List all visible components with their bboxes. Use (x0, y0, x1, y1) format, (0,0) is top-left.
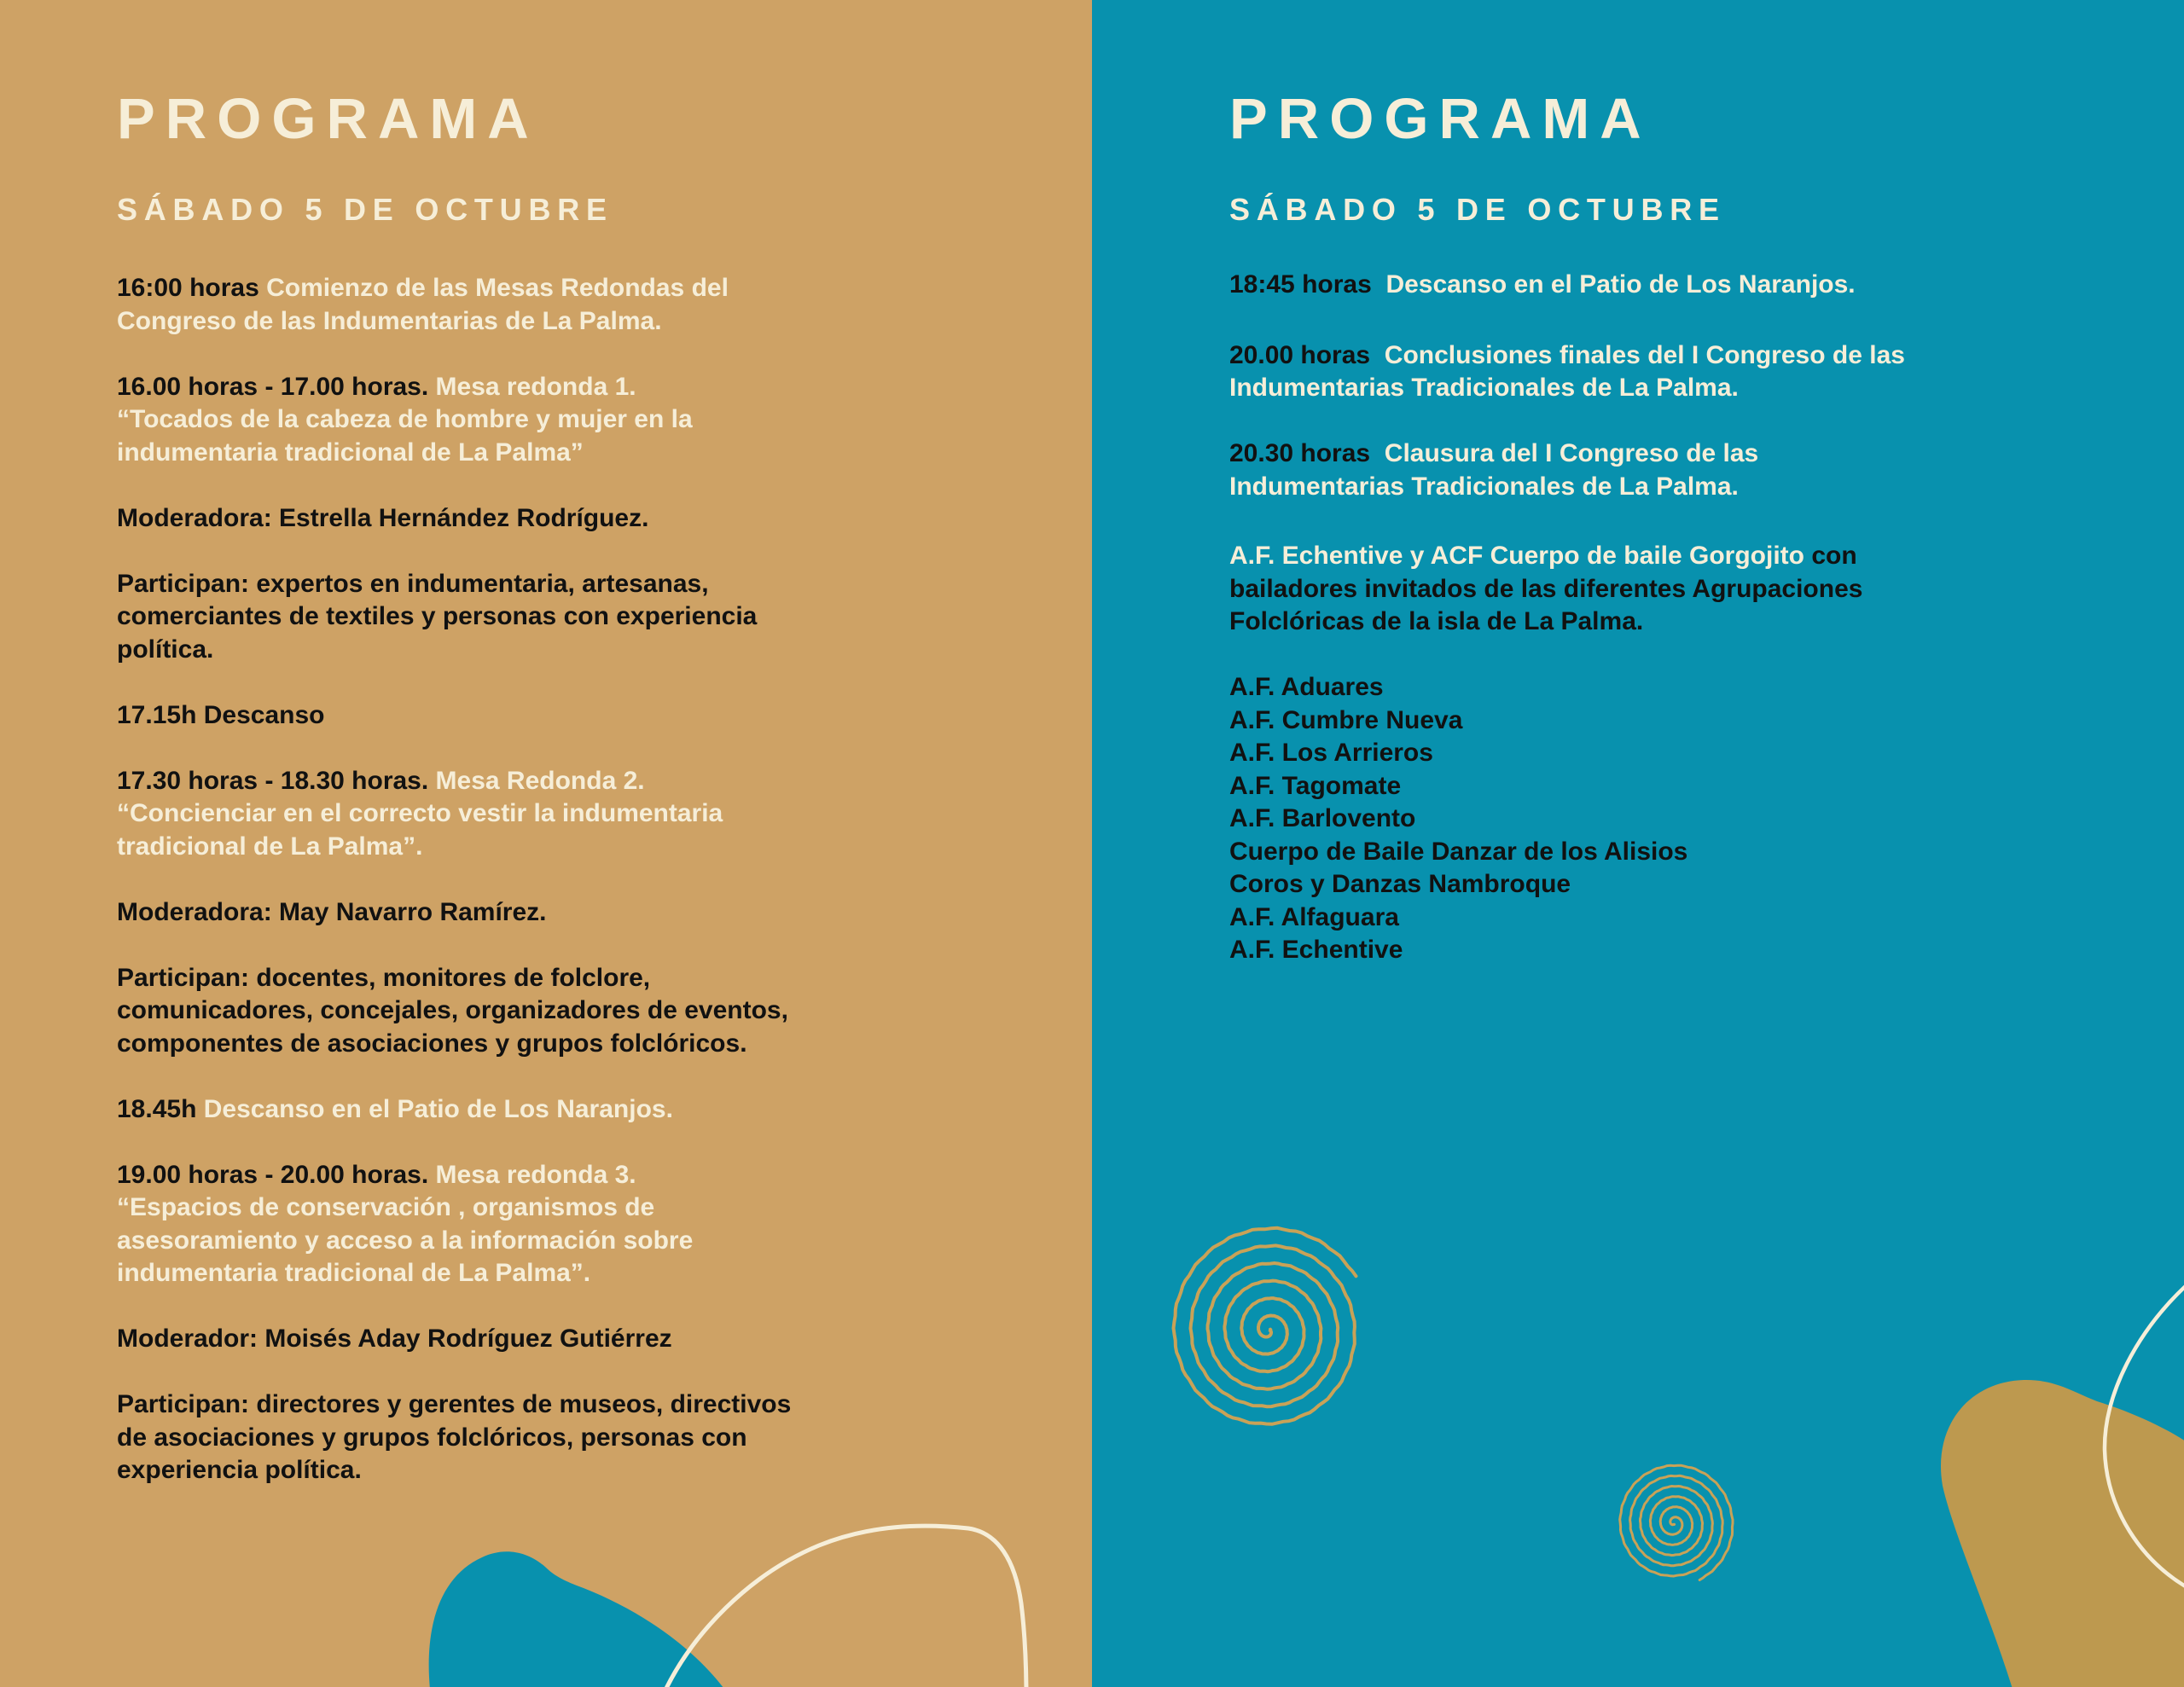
schedule-text-dark: Moderadora: May Navarro Ramírez. (117, 897, 547, 926)
schedule-item-break-patio (1229, 269, 1905, 302)
schedule-text-highlight: Indumentarias Tradicionales de La Palma. (1229, 472, 1739, 501)
schedule-text-dark: de asociaciones y grupos folclóricos, personas con (117, 1423, 747, 1452)
schedule-text-dark: 18:45 horas (1229, 270, 1386, 299)
schedule-text-dark: 18.45h (117, 1094, 204, 1123)
schedule-line (117, 403, 791, 437)
schedule-item-roundtable-1-moderator (117, 502, 791, 536)
schedule-text-dark: 19.00 horas - 20.00 horas. (117, 1160, 436, 1189)
schedule-text-highlight: “Concienciar en el correcto vestir la indumentaria (117, 799, 723, 827)
schedule-item-closing-ceremony (1229, 438, 1905, 503)
schedule-item-roundtable-2-moderator (117, 896, 791, 930)
schedule-line (117, 1093, 791, 1127)
schedule-text-dark: Folclóricas de la isla de La Palma. (1229, 607, 1644, 635)
schedule-text-highlight: “Espacios de conservación , organismos de (117, 1193, 655, 1221)
schedule-text-dark: 17.30 horas - 18.30 horas. (117, 766, 436, 795)
schedule-line (1229, 540, 1905, 573)
page-title: PROGRAMA (1229, 87, 1652, 151)
schedule-line (117, 1225, 791, 1258)
schedule-line (117, 994, 791, 1028)
schedule-item-performance (1229, 540, 1905, 639)
schedule-text-dark: 20.30 horas (1229, 439, 1385, 467)
schedule-text-highlight: tradicional de La Palma”. (117, 832, 423, 861)
schedule-line (117, 1191, 791, 1225)
schedule-line (1229, 471, 1905, 504)
schedule-text-dark: comunicadores, concejales, organizadores de eventos, (117, 996, 788, 1024)
schedule-line (117, 797, 791, 831)
schedule-line (1229, 438, 1905, 471)
schedule-item-break-2 (117, 1093, 791, 1127)
schedule-text-dark: Participan: directores y gerentes de museos, directivos (117, 1390, 792, 1418)
schedule-item-roundtable-3 (117, 1159, 791, 1290)
schedule-item-roundtable-2-participants (117, 962, 791, 1061)
page-title: PROGRAMA (117, 87, 539, 151)
schedule-line (117, 962, 791, 995)
list-item: A.F. Aduares (1229, 673, 1384, 701)
schedule-item-roundtable-2 (117, 765, 791, 864)
schedule-text-highlight: “Tocados de la cabeza de hombre y mujer en la (117, 405, 693, 433)
schedule-text-highlight: Mesa redonda 3. (435, 1160, 636, 1189)
schedule-line (117, 1388, 791, 1422)
list-item: A.F. Echentive (1229, 936, 1403, 964)
schedule-line (1229, 573, 1905, 606)
schedule-right (1229, 269, 1905, 967)
schedule-line (117, 305, 791, 339)
schedule-line (117, 437, 791, 470)
schedule-line (1229, 269, 1905, 302)
schedule-text-dark: bailadores invitados de las diferentes Agrupaciones (1229, 574, 1863, 603)
schedule-left (117, 272, 791, 1520)
schedule-text-dark: 16.00 horas - 17.00 horas. (117, 372, 436, 401)
list-item: Coros y Danzas Nambroque (1229, 870, 1571, 898)
schedule-text-dark: componentes de asociaciones y grupos folclóricos. (117, 1029, 747, 1058)
schedule-line (117, 831, 791, 864)
schedule-item-roundtable-3-moderator (117, 1323, 791, 1356)
schedule-text-dark: comerciantes de textiles y personas con experiencia (117, 602, 758, 630)
schedule-line (117, 1257, 791, 1290)
schedule-text-highlight: Conclusiones finales del I Congreso de las (1384, 340, 1905, 369)
schedule-line (117, 600, 791, 634)
schedule-text-highlight: Indumentarias Tradicionales de La Palma. (1229, 374, 1739, 402)
schedule-item-final-conclusions (1229, 339, 1905, 405)
schedule-item-roundtable-3-participants (117, 1388, 791, 1487)
schedule-line (1229, 372, 1905, 405)
schedule-text-dark: política. (117, 635, 214, 664)
schedule-text-dark: 16:00 horas (117, 274, 267, 302)
list-item: A.F. Tagomate (1229, 771, 1402, 800)
list-item: A.F. Barlovento (1229, 804, 1416, 832)
schedule-text-highlight: A.F. Echentive y ACF Cuerpo de baile Gorgojito (1229, 542, 1812, 570)
schedule-line (117, 1323, 791, 1356)
schedule-line (117, 1454, 791, 1487)
schedule-line (117, 272, 791, 305)
schedule-text-highlight: Descanso en el Patio de Los Naranjos. (203, 1094, 673, 1123)
schedule-text-highlight: indumentaria tradicional de La Palma” (117, 438, 584, 467)
schedule-text-highlight: Congreso de las Indumentarias de La Palma. (117, 306, 662, 335)
date-heading: SÁBADO 5 DE OCTUBRE (117, 192, 613, 227)
schedule-line (1229, 339, 1905, 373)
schedule-text-highlight: Comienzo de las Mesas Redondas del (266, 274, 729, 302)
schedule-item-session-opening (117, 272, 791, 338)
schedule-text-highlight: Mesa Redonda 2. (435, 766, 645, 795)
schedule-text-highlight: asesoramiento y acceso a la información sobre (117, 1226, 694, 1255)
schedule-item-roundtable-1 (117, 371, 791, 470)
schedule-text-highlight: indumentaria tradicional de La Palma”. (117, 1259, 591, 1287)
list-item: Cuerpo de Baile Danzar de los Alisios (1229, 837, 1688, 866)
schedule-text-dark: con (1811, 542, 1857, 570)
schedule-text-dark: Participan: expertos en indumentaria, artesanas, (117, 569, 709, 598)
schedule-line (117, 502, 791, 536)
schedule-line (117, 1159, 791, 1192)
list-item: A.F. Alfaguara (1229, 902, 1399, 931)
schedule-text-dark: Moderador: Moisés Aday Rodríguez Gutiérrez (117, 1325, 672, 1353)
schedule-text-highlight: Clausura del I Congreso de las (1384, 439, 1759, 467)
schedule-text-highlight: Mesa redonda 1. (435, 372, 636, 401)
schedule-item-break-1 (117, 699, 791, 733)
schedule-item-roundtable-1-participants (117, 568, 791, 667)
schedule-text-highlight: Descanso en el Patio de Los Naranjos. (1385, 270, 1856, 299)
schedule-text-dark: Moderadora: Estrella Hernández Rodríguez. (117, 503, 649, 532)
schedule-line (117, 765, 791, 798)
schedule-text-dark: Participan: docentes, monitores de folclore, (117, 963, 651, 992)
schedule-line (117, 634, 791, 667)
schedule-line (117, 568, 791, 601)
schedule-line (117, 371, 791, 404)
date-heading: SÁBADO 5 DE OCTUBRE (1229, 192, 1726, 227)
folk-groups-list (1229, 671, 1905, 967)
schedule-text-dark: experiencia política. (117, 1456, 362, 1484)
schedule-line (117, 1422, 791, 1455)
schedule-line (117, 896, 791, 930)
right-panel (1092, 0, 2184, 1687)
schedule-text-dark: 17.15h Descanso (117, 700, 325, 729)
schedule-line (1229, 606, 1905, 639)
schedule-line (117, 699, 791, 733)
schedule-text-dark: 20.00 horas (1229, 340, 1385, 369)
list-item: A.F. Los Arrieros (1229, 739, 1433, 767)
list-item: A.F. Cumbre Nueva (1229, 705, 1463, 734)
schedule-line (117, 1028, 791, 1061)
